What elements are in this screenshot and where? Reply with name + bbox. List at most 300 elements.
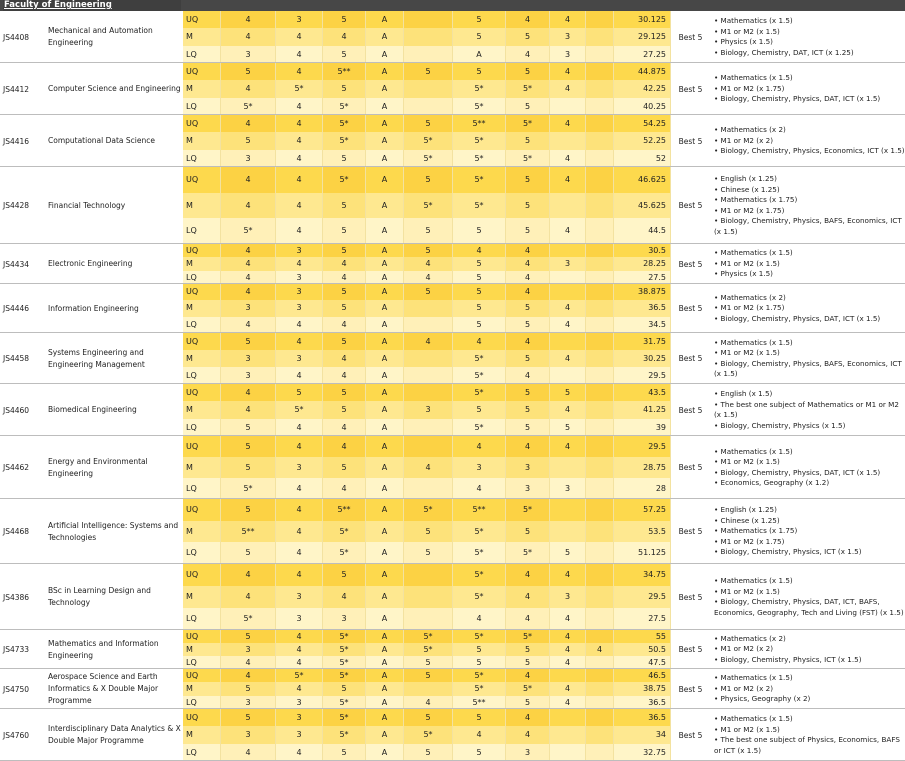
- grade-cell: [586, 244, 614, 257]
- subject-weighting-item: • Physics (x 1.5): [714, 37, 773, 46]
- grade-cell: 3: [221, 300, 276, 316]
- subject-weightings: [710, 63, 905, 115]
- grade-cell: [586, 726, 614, 743]
- score-cell: 52.25: [614, 132, 671, 149]
- grade-cell: 5: [506, 63, 550, 80]
- grade-cell: A: [366, 586, 404, 608]
- grade-cell: A: [366, 11, 404, 28]
- score-cell: 29.5: [614, 586, 671, 608]
- level-label: LQ: [183, 367, 221, 384]
- level-label: LQ: [183, 150, 221, 167]
- grade-cell: 4: [453, 333, 506, 350]
- grade-cell: A: [366, 367, 404, 384]
- grade-cell: 4: [550, 630, 586, 643]
- level-label: M: [183, 726, 221, 743]
- level-label: LQ: [183, 98, 221, 115]
- grade-cell: [550, 98, 586, 115]
- level-label: LQ: [183, 542, 221, 564]
- grade-cell: 4: [276, 542, 323, 564]
- level-label: UQ: [183, 333, 221, 350]
- score-cell: 39: [614, 419, 671, 436]
- programme-name: Computational Data Science: [48, 136, 155, 145]
- grade-cell: 5: [323, 457, 366, 478]
- score-cell: 29.125: [614, 28, 671, 45]
- subject-weightings: [710, 115, 905, 167]
- grade-cell: [586, 115, 614, 132]
- best-of-label: Best 5: [678, 136, 703, 146]
- grade-cell: 5: [550, 419, 586, 436]
- grade-cell: [550, 669, 586, 682]
- level-label: LQ: [183, 46, 221, 63]
- best-of-label: Best 5: [678, 304, 703, 313]
- subject-weighting-item: • M1 or M2 (x 1.5): [714, 586, 780, 596]
- grade-cell: 3: [550, 46, 586, 63]
- score-cell: 27.5: [614, 271, 671, 284]
- grade-cell: 5: [506, 98, 550, 115]
- grade-cell: A: [366, 436, 404, 457]
- score-cell: 52: [614, 150, 671, 167]
- grade-cell: 4: [586, 643, 614, 656]
- score-cell: 36.5: [614, 709, 671, 726]
- grade-cell: 4: [323, 367, 366, 384]
- grade-cell: 5*: [453, 669, 506, 682]
- grade-cell: 5*: [453, 384, 506, 401]
- grade-cell: [586, 257, 614, 270]
- grade-cell: 4: [276, 478, 323, 499]
- level-label: UQ: [183, 436, 221, 457]
- grade-cell: 5*: [276, 80, 323, 97]
- grade-cell: 5: [404, 63, 453, 80]
- grade-cell: 4: [276, 167, 323, 193]
- programme-js4434: [0, 244, 905, 284]
- grade-cell: 5*: [323, 696, 366, 709]
- grade-cell: 3: [221, 726, 276, 743]
- best-of-label: Best 5: [678, 730, 703, 740]
- grade-cell: [404, 586, 453, 608]
- programme-js4760: [0, 709, 905, 761]
- score-cell: 34.5: [614, 317, 671, 333]
- grade-cell: A: [453, 46, 506, 63]
- grade-cell: [586, 521, 614, 543]
- grade-cell: 3: [276, 271, 323, 284]
- grade-cell: 4: [323, 478, 366, 499]
- grade-cell: 4: [550, 682, 586, 695]
- score-cell: 46.5: [614, 669, 671, 682]
- grade-cell: [404, 608, 453, 630]
- grade-cell: A: [366, 28, 404, 45]
- grade-cell: 4: [404, 696, 453, 709]
- programme-name: Mathematics and Information Engineering: [48, 638, 159, 660]
- grade-cell: 4: [276, 218, 323, 244]
- grade-cell: 3: [276, 709, 323, 726]
- grade-cell: 4: [453, 244, 506, 257]
- subject-weighting-item: • Mathematics (x 1.75): [714, 526, 798, 536]
- grade-cell: 3: [506, 457, 550, 478]
- grade-cell: [404, 350, 453, 367]
- score-cell: 28: [614, 478, 671, 499]
- subject-weightings: [710, 630, 905, 669]
- grade-cell: 5*: [453, 419, 506, 436]
- grade-cell: A: [366, 167, 404, 193]
- level-label: M: [183, 300, 221, 316]
- programme-code: JS4408: [3, 32, 30, 42]
- grade-cell: 4: [221, 401, 276, 418]
- grade-cell: 5*: [453, 193, 506, 219]
- grade-cell: 4: [323, 257, 366, 270]
- grade-cell: [586, 586, 614, 608]
- grade-cell: 5: [453, 300, 506, 316]
- grade-cell: 5: [323, 682, 366, 695]
- grade-cell: 4: [323, 28, 366, 45]
- grade-cell: 5: [506, 317, 550, 333]
- grade-cell: 3: [221, 643, 276, 656]
- grade-cell: A: [366, 499, 404, 521]
- faculty-title: Faculty of Engineering: [3, 0, 181, 11]
- level-label: M: [183, 682, 221, 695]
- level-label: LQ: [183, 419, 221, 436]
- grade-cell: 4: [276, 630, 323, 643]
- grade-cell: 5: [506, 696, 550, 709]
- grade-cell: [404, 28, 453, 45]
- grade-cell: 4: [550, 115, 586, 132]
- grade-cell: [586, 271, 614, 284]
- programme-name: Biomedical Engineering: [48, 405, 137, 414]
- grade-cell: 4: [221, 244, 276, 257]
- grade-cell: 3: [550, 28, 586, 45]
- grade-cell: 5: [221, 457, 276, 478]
- grade-cell: 5: [323, 300, 366, 316]
- best-of-label: Best 5: [678, 645, 703, 654]
- grade-cell: 5: [404, 542, 453, 564]
- subject-weighting-item: • Biology, Chemistry, Physics, ICT (x 1.5): [714, 547, 862, 557]
- grade-cell: 4: [506, 436, 550, 457]
- score-cell: 32.75: [614, 744, 671, 761]
- grade-cell: 4: [276, 317, 323, 333]
- level-label: M: [183, 257, 221, 270]
- programme-code: JS4434: [3, 259, 30, 269]
- grade-cell: 5*: [506, 115, 550, 132]
- programme-code: JS4460: [3, 405, 30, 415]
- programme-name: Artificial Intelligence: Systems and Technologies: [48, 520, 179, 542]
- grade-cell: 5*: [506, 80, 550, 97]
- grade-cell: A: [366, 350, 404, 367]
- grade-cell: 3: [276, 726, 323, 743]
- grade-cell: 4: [550, 80, 586, 97]
- subject-weightings: [710, 167, 905, 244]
- grade-cell: 4: [221, 115, 276, 132]
- grade-cell: 4: [276, 367, 323, 384]
- grade-cell: 5: [453, 643, 506, 656]
- grade-cell: 3: [276, 244, 323, 257]
- subject-weighting-item: • Biology, Chemistry, Physics, DAT, ICT (x 1.5): [714, 467, 881, 477]
- grade-cell: A: [366, 669, 404, 682]
- grade-cell: 4: [276, 682, 323, 695]
- subject-weighting-item: • Mathematics (x 1.5): [714, 714, 793, 723]
- subject-weighting-item: • Chinese (x 1.25): [714, 515, 780, 525]
- grade-cell: A: [366, 317, 404, 333]
- grade-cell: 4: [550, 643, 586, 656]
- grade-cell: 5*: [323, 521, 366, 543]
- grade-cell: 5*: [276, 401, 323, 418]
- grade-cell: 4: [276, 63, 323, 80]
- level-label: UQ: [183, 167, 221, 193]
- grade-cell: 5: [221, 542, 276, 564]
- grade-cell: 5: [404, 709, 453, 726]
- grade-cell: [404, 98, 453, 115]
- grade-cell: 4: [276, 656, 323, 669]
- subject-weightings: [710, 384, 905, 436]
- grade-cell: 4: [323, 317, 366, 333]
- grade-cell: 4: [323, 350, 366, 367]
- grade-cell: 5: [453, 11, 506, 28]
- grade-cell: 3: [221, 150, 276, 167]
- grade-cell: 4: [550, 150, 586, 167]
- subject-weighting-item: • Biology, Chemistry, Physics, ICT (x 1.5): [714, 654, 862, 664]
- grade-cell: 5*: [506, 682, 550, 695]
- programme-js4446: [0, 284, 905, 333]
- grade-cell: 5**: [453, 115, 506, 132]
- grade-cell: 4: [550, 167, 586, 193]
- grade-cell: 3: [550, 257, 586, 270]
- grade-cell: 5: [506, 656, 550, 669]
- score-cell: 53.5: [614, 521, 671, 543]
- subject-weighting-item: • M1 or M2 (x 2): [714, 683, 773, 693]
- grade-cell: 4: [506, 586, 550, 608]
- subject-weighting-item: • Biology, Chemistry, Physics (x 1.5): [714, 420, 846, 430]
- subject-weightings: [710, 333, 905, 384]
- grade-cell: A: [366, 300, 404, 316]
- programme-js4750: [0, 669, 905, 709]
- grade-cell: 4: [506, 608, 550, 630]
- grade-cell: 5*: [323, 669, 366, 682]
- programme-name: Interdisciplinary Data Analytics & X Double Major Programme: [48, 724, 181, 745]
- grade-cell: [586, 284, 614, 300]
- grade-cell: 4: [276, 257, 323, 270]
- grade-cell: 4: [550, 350, 586, 367]
- grade-cell: [586, 542, 614, 564]
- grade-cell: 5: [323, 193, 366, 219]
- grade-cell: 5: [453, 656, 506, 669]
- score-cell: 38.75: [614, 682, 671, 695]
- level-label: LQ: [183, 317, 221, 333]
- grade-cell: 4: [506, 333, 550, 350]
- grade-cell: [586, 46, 614, 63]
- grade-cell: 5: [323, 744, 366, 761]
- grade-cell: 5: [453, 218, 506, 244]
- score-cell: 28.25: [614, 257, 671, 270]
- programme-code: JS4733: [3, 645, 30, 654]
- programme-code: JS4412: [3, 84, 30, 94]
- grade-cell: 5: [221, 436, 276, 457]
- grade-cell: 5*: [221, 218, 276, 244]
- grade-cell: 5: [221, 682, 276, 695]
- grade-cell: 3: [550, 586, 586, 608]
- programme-js4386: [0, 564, 905, 630]
- score-cell: 57.25: [614, 499, 671, 521]
- grade-cell: A: [366, 98, 404, 115]
- grade-cell: [586, 419, 614, 436]
- grade-cell: A: [366, 193, 404, 219]
- grade-cell: 4: [453, 478, 506, 499]
- grade-cell: [586, 478, 614, 499]
- score-cell: 28.75: [614, 457, 671, 478]
- grade-cell: 4: [323, 586, 366, 608]
- grade-cell: [586, 367, 614, 384]
- programme-name: BSc in Learning Design and Technology: [48, 586, 151, 607]
- grade-cell: 5*: [453, 167, 506, 193]
- grade-cell: [404, 46, 453, 63]
- grade-cell: 5: [323, 384, 366, 401]
- grade-cell: A: [366, 115, 404, 132]
- programme-js4468: [0, 499, 905, 564]
- grade-cell: 4: [506, 564, 550, 586]
- grade-cell: 4: [221, 564, 276, 586]
- programme-code: JS4468: [3, 527, 30, 536]
- grade-cell: 4: [221, 656, 276, 669]
- grade-cell: 5: [506, 28, 550, 45]
- programme-js4462: [0, 436, 905, 499]
- subject-weighting-item: • M1 or M2 (x 1.5): [714, 724, 780, 734]
- grade-cell: 3: [453, 457, 506, 478]
- grade-cell: 5*: [323, 167, 366, 193]
- grade-cell: 5: [221, 132, 276, 149]
- level-label: LQ: [183, 656, 221, 669]
- grade-cell: 5: [404, 244, 453, 257]
- grade-cell: 5**: [323, 499, 366, 521]
- grade-cell: 5: [323, 333, 366, 350]
- grade-cell: A: [366, 643, 404, 656]
- best-of-label: Best 5: [678, 201, 703, 210]
- score-cell: 30.5: [614, 244, 671, 257]
- score-cell: 29.5: [614, 436, 671, 457]
- subject-weighting-item: • Mathematics (x 2): [714, 292, 786, 302]
- score-cell: 50.5: [614, 643, 671, 656]
- grade-cell: 5: [404, 115, 453, 132]
- grade-cell: 4: [221, 167, 276, 193]
- programme-name: Electronic Engineering: [48, 259, 133, 268]
- grade-cell: 4: [404, 257, 453, 270]
- grade-cell: 5**: [453, 499, 506, 521]
- grade-cell: 5: [506, 643, 550, 656]
- best-of-label: Best 5: [678, 84, 703, 94]
- grade-cell: 4: [506, 271, 550, 284]
- grade-cell: [586, 436, 614, 457]
- grade-cell: [586, 669, 614, 682]
- subject-weighting-item: • Biology, Chemistry, Physics, DAT, ICT (x 1.5): [714, 313, 881, 323]
- best-of-label: Best 5: [678, 463, 703, 472]
- grade-cell: 4: [506, 257, 550, 270]
- subject-weighting-item: • Mathematics (x 2): [714, 125, 786, 135]
- level-label: M: [183, 193, 221, 219]
- grade-cell: 5*: [404, 150, 453, 167]
- grade-cell: 4: [453, 726, 506, 743]
- best-of-label: Best 5: [678, 592, 703, 602]
- score-cell: 54.25: [614, 115, 671, 132]
- grade-cell: A: [366, 333, 404, 350]
- grade-cell: 4: [221, 586, 276, 608]
- programme-js4458: [0, 333, 905, 384]
- grade-cell: 3: [221, 46, 276, 63]
- grade-cell: 4: [550, 564, 586, 586]
- grade-cell: A: [366, 271, 404, 284]
- grade-cell: A: [366, 744, 404, 761]
- grade-cell: 5: [506, 218, 550, 244]
- grade-cell: 5: [453, 744, 506, 761]
- grade-cell: 3: [550, 478, 586, 499]
- programme-name: Energy and Environmental Engineering: [48, 456, 148, 478]
- grade-cell: 5*: [453, 132, 506, 149]
- programme-js4428: [0, 167, 905, 244]
- subject-weighting-item: • Biology, Chemistry, Physics, BAFS, Economics, ICT (x 1.5): [714, 216, 902, 236]
- grade-cell: 4: [276, 28, 323, 45]
- programme-name: Mechanical and Automation Engineering: [48, 26, 153, 47]
- grade-cell: 4: [276, 132, 323, 149]
- grade-cell: [586, 150, 614, 167]
- grade-cell: [586, 709, 614, 726]
- programme-js4416: [0, 115, 905, 167]
- grade-cell: 5*: [453, 350, 506, 367]
- grade-cell: A: [366, 257, 404, 270]
- score-cell: 42.25: [614, 80, 671, 97]
- grade-cell: 3: [276, 586, 323, 608]
- subject-weighting-item: • Mathematics (x 1.5): [714, 576, 793, 585]
- subject-weighting-item: • English (x 1.5): [714, 389, 773, 398]
- programme-js4733: [0, 630, 905, 669]
- level-label: M: [183, 586, 221, 608]
- grade-cell: 5: [404, 744, 453, 761]
- score-cell: 47.5: [614, 656, 671, 669]
- grade-cell: A: [366, 709, 404, 726]
- score-cell: 36.5: [614, 696, 671, 709]
- grade-cell: [404, 300, 453, 316]
- score-cell: 38.875: [614, 284, 671, 300]
- subject-weighting-item: • M1 or M2 (x 1.75): [714, 83, 785, 93]
- score-cell: 44.5: [614, 218, 671, 244]
- grade-cell: A: [366, 150, 404, 167]
- best-of-label: Best 5: [678, 527, 703, 536]
- grade-cell: A: [366, 542, 404, 564]
- grade-cell: [586, 218, 614, 244]
- subject-weighting-item: • M1 or M2 (x 1.75): [714, 303, 785, 313]
- grade-cell: [586, 132, 614, 149]
- grade-cell: 5: [453, 317, 506, 333]
- grade-cell: [586, 350, 614, 367]
- grade-cell: A: [366, 608, 404, 630]
- grade-cell: 5: [506, 300, 550, 316]
- subject-weighting-item: • M1 or M2 (x 2): [714, 644, 773, 654]
- grade-cell: [404, 11, 453, 28]
- grade-cell: 5*: [404, 499, 453, 521]
- level-label: M: [183, 401, 221, 418]
- subject-weighting-item: • M1 or M2 (x 1.5): [714, 457, 780, 466]
- grade-cell: 4: [404, 457, 453, 478]
- grade-cell: 4: [550, 696, 586, 709]
- grade-cell: [586, 11, 614, 28]
- level-label: LQ: [183, 696, 221, 709]
- grade-cell: 5*: [221, 608, 276, 630]
- programme-name: Information Engineering: [48, 303, 139, 313]
- grade-cell: 4: [276, 436, 323, 457]
- grade-cell: 4: [221, 669, 276, 682]
- subject-weighting-item: • Mathematics (x 1.5): [714, 446, 793, 456]
- grade-cell: A: [366, 384, 404, 401]
- grade-cell: 5*: [323, 132, 366, 149]
- subject-weighting-item: • Physics (x 1.5): [714, 269, 773, 279]
- grade-cell: 5*: [404, 726, 453, 743]
- grade-cell: [404, 478, 453, 499]
- grade-cell: 5*: [323, 115, 366, 132]
- subject-weighting-item: • M1 or M2 (x 2): [714, 135, 773, 145]
